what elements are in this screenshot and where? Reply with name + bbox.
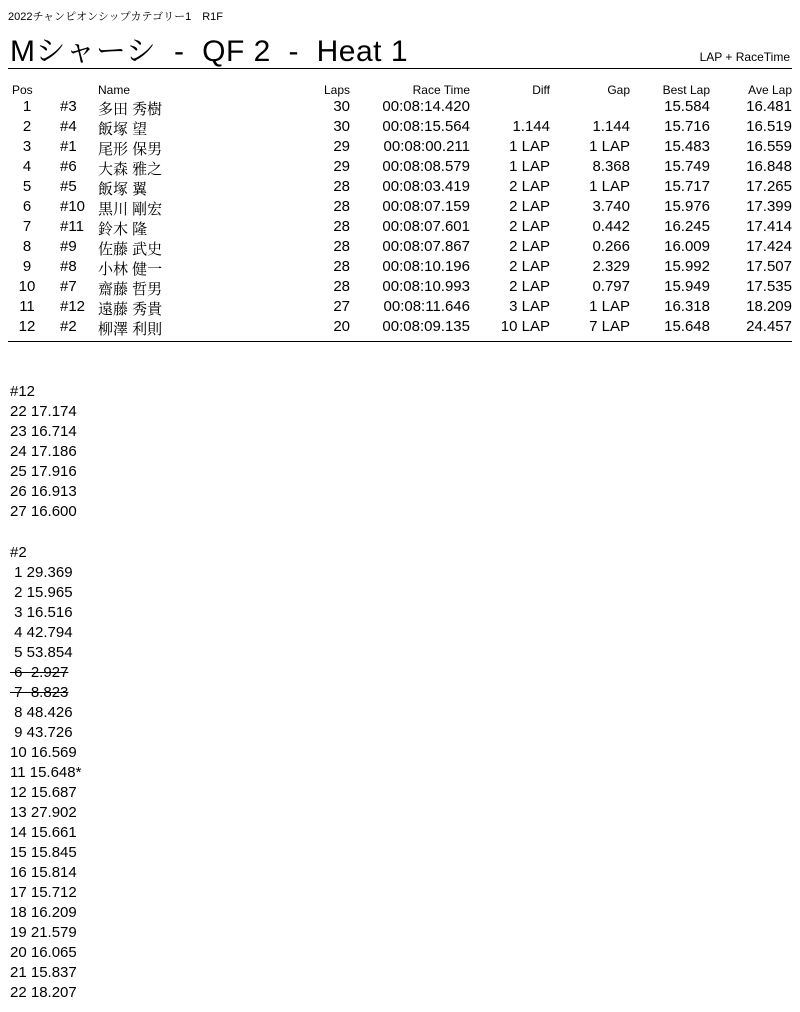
cell-car-number: #7 (60, 278, 77, 295)
cell-driver-name: 黒川 剛宏 (98, 201, 163, 218)
lap-time-entry: 13 27.902 (10, 804, 77, 821)
cell-best-lap: 16.009 (664, 238, 710, 255)
table-row (0, 117, 800, 137)
cell-pos: 10 (18, 278, 36, 295)
cell-best-lap: 15.483 (664, 138, 710, 155)
cell-race-time: 00:08:03.419 (382, 178, 470, 195)
cell-race-time: 00:08:10.196 (382, 258, 470, 275)
cell-race-time: 00:08:09.135 (382, 318, 470, 335)
cell-ave-lap: 24.457 (746, 318, 792, 335)
cell-race-time: 00:08:07.867 (382, 238, 470, 255)
cell-driver-name: 大森 雅之 (98, 161, 163, 178)
col-header-pos: Pos (12, 83, 33, 97)
cell-laps: 28 (333, 178, 350, 195)
lap-time-entry: 21 15.837 (10, 964, 77, 981)
cell-race-time: 00:08:14.420 (382, 98, 470, 115)
lap-time-entry: 14 15.661 (10, 824, 77, 841)
col-header-name: Name (98, 83, 131, 97)
cell-race-time: 00:08:07.159 (382, 198, 470, 215)
lap-time-entry: 11 15.648* (10, 764, 82, 781)
cell-car-number: #12 (60, 298, 86, 315)
cell-driver-name: 多田 秀樹 (98, 101, 163, 118)
results-divider (8, 341, 792, 342)
lap-time-entry: 27 16.600 (10, 503, 77, 520)
cell-pos: 2 (22, 118, 32, 135)
cell-ave-lap: 17.424 (746, 238, 792, 255)
cell-diff: 2 LAP (509, 178, 550, 195)
cell-gap: 1 LAP (589, 178, 630, 195)
cell-ave-lap: 18.209 (746, 298, 792, 315)
col-header-ave-lap: Ave Lap (748, 83, 792, 97)
cell-driver-name: 尾形 保男 (98, 141, 163, 158)
lap-time-entry: 26 16.913 (10, 483, 77, 500)
cell-car-number: #3 (60, 98, 77, 115)
cell-driver-name: 飯塚 望 (98, 121, 148, 138)
table-row (0, 137, 800, 157)
lap-time-entry: 19 21.579 (10, 924, 77, 941)
results-table (0, 97, 800, 337)
col-header-laps: Laps (323, 83, 350, 97)
lap-time-entry: 22 17.174 (10, 403, 77, 420)
cell-car-number: #2 (60, 318, 77, 335)
cell-laps: 28 (333, 238, 350, 255)
cell-pos: 5 (22, 178, 32, 195)
table-row (0, 97, 800, 117)
col-header-diff: Diff (532, 83, 550, 97)
table-row (0, 297, 800, 317)
cell-car-number: #4 (60, 118, 77, 135)
report-mode-label: LAP + RaceTime (699, 50, 790, 64)
cell-laps: 28 (333, 218, 350, 235)
cell-gap: 0.266 (592, 238, 630, 255)
cell-driver-name: 佐藤 武史 (98, 241, 163, 258)
cell-diff: 2 LAP (509, 278, 550, 295)
cell-pos: 7 (22, 218, 32, 235)
lap-time-entry: 7 8.823 (10, 684, 69, 701)
table-row (0, 277, 800, 297)
cell-best-lap: 15.976 (664, 198, 710, 215)
cell-pos: 9 (22, 258, 32, 275)
cell-ave-lap: 16.481 (746, 98, 792, 115)
cell-ave-lap: 17.265 (746, 178, 792, 195)
table-row (0, 197, 800, 217)
cell-best-lap: 15.584 (664, 98, 710, 115)
cell-laps: 28 (333, 258, 350, 275)
cell-gap: 1 LAP (589, 298, 630, 315)
cell-laps: 30 (333, 98, 350, 115)
cell-ave-lap: 17.399 (746, 198, 792, 215)
cell-gap: 2.329 (592, 258, 630, 275)
table-row (0, 237, 800, 257)
cell-best-lap: 16.245 (664, 218, 710, 235)
cell-driver-name: 小林 健一 (98, 261, 163, 278)
lap-time-entry: 1 29.369 (10, 564, 73, 581)
cell-pos: 12 (18, 318, 36, 335)
lap-time-entry: 6 2.927 (10, 664, 69, 681)
cell-pos: 4 (22, 158, 32, 175)
lap-block-car-label: #2 (10, 544, 27, 561)
cell-laps: 29 (333, 138, 350, 155)
cell-laps: 27 (333, 298, 350, 315)
cell-pos: 6 (22, 198, 32, 215)
cell-diff: 2 LAP (509, 218, 550, 235)
lap-time-entry: 17 15.712 (10, 884, 77, 901)
cell-driver-name: 柳澤 利則 (98, 321, 163, 338)
cell-laps: 30 (333, 118, 350, 135)
table-row (0, 217, 800, 237)
cell-best-lap: 15.716 (664, 118, 710, 135)
cell-diff: 1 LAP (509, 138, 550, 155)
cell-race-time: 00:08:11.646 (383, 298, 470, 315)
cell-best-lap: 15.749 (664, 158, 710, 175)
table-row (0, 157, 800, 177)
cell-car-number: #1 (60, 138, 77, 155)
table-row (0, 257, 800, 277)
lap-time-entry: 18 16.209 (10, 904, 77, 921)
col-header-gap: Gap (607, 83, 630, 97)
lap-time-entry: 12 15.687 (10, 784, 77, 801)
cell-best-lap: 15.992 (664, 258, 710, 275)
cell-race-time: 00:08:08.579 (382, 158, 470, 175)
cell-diff: 1 LAP (509, 158, 550, 175)
cell-gap: 1 LAP (589, 138, 630, 155)
cell-pos: 1 (22, 98, 32, 115)
cell-driver-name: 遠藤 秀貴 (98, 301, 163, 318)
header-divider (8, 68, 792, 69)
col-header-best-lap: Best Lap (662, 83, 710, 97)
lap-time-entry: 25 17.916 (10, 463, 77, 480)
cell-best-lap: 15.949 (664, 278, 710, 295)
cell-diff: 2 LAP (509, 238, 550, 255)
lap-time-entry: 3 16.516 (10, 604, 73, 621)
lap-time-entry: 2 15.965 (10, 584, 73, 601)
cell-best-lap: 15.648 (664, 318, 710, 335)
cell-car-number: #6 (60, 158, 77, 175)
report-subtitle: 2022チャンピオンシップカテゴリー1 R1F (8, 11, 223, 23)
cell-car-number: #11 (60, 218, 84, 235)
cell-diff: 10 LAP (500, 318, 550, 335)
cell-car-number: #10 (60, 198, 86, 215)
cell-diff: 3 LAP (509, 298, 550, 315)
cell-laps: 28 (333, 278, 350, 295)
cell-diff: 2 LAP (509, 198, 550, 215)
cell-pos: 11 (19, 298, 35, 315)
cell-car-number: #9 (60, 238, 77, 255)
lap-time-entry: 22 18.207 (10, 984, 77, 1001)
cell-diff: 1.144 (512, 118, 550, 135)
cell-ave-lap: 17.414 (746, 218, 792, 235)
lap-time-entry: 20 16.065 (10, 944, 77, 961)
cell-driver-name: 鈴木 隆 (98, 221, 148, 238)
cell-race-time: 00:08:10.993 (382, 278, 470, 295)
cell-diff: 2 LAP (509, 258, 550, 275)
cell-laps: 20 (333, 318, 350, 335)
lap-block-car2 (10, 543, 81, 1003)
table-row (0, 317, 800, 337)
lap-block-car12 (10, 382, 77, 522)
lap-time-entry: 9 43.726 (10, 724, 73, 741)
cell-best-lap: 15.717 (664, 178, 710, 195)
cell-gap: 7 LAP (589, 318, 630, 335)
lap-time-entry: 8 48.426 (10, 704, 73, 721)
lap-time-entry: 4 42.794 (10, 624, 73, 641)
lap-time-entry: 23 16.714 (10, 423, 77, 440)
cell-gap: 3.740 (592, 198, 630, 215)
cell-gap: 1.144 (592, 118, 630, 135)
cell-driver-name: 齋藤 哲男 (98, 281, 163, 298)
lap-time-entry: 10 16.569 (10, 744, 77, 761)
cell-laps: 29 (333, 158, 350, 175)
cell-ave-lap: 16.519 (746, 118, 792, 135)
cell-gap: 0.442 (592, 218, 630, 235)
results-table-header (0, 83, 800, 97)
lap-time-entry: 16 15.814 (10, 864, 77, 881)
cell-laps: 28 (333, 198, 350, 215)
cell-ave-lap: 17.535 (746, 278, 792, 295)
cell-ave-lap: 16.848 (746, 158, 792, 175)
cell-driver-name: 飯塚 翼 (98, 181, 148, 198)
cell-car-number: #5 (60, 178, 77, 195)
lap-time-entry: 5 53.854 (10, 644, 73, 661)
cell-race-time: 00:08:07.601 (382, 218, 470, 235)
cell-car-number: #8 (60, 258, 77, 275)
cell-best-lap: 16.318 (664, 298, 710, 315)
cell-gap: 8.368 (592, 158, 630, 175)
cell-ave-lap: 17.507 (746, 258, 792, 275)
cell-pos: 3 (22, 138, 32, 155)
cell-pos: 8 (22, 238, 32, 255)
lap-time-entry: 15 15.845 (10, 844, 77, 861)
page-title: Mシャーシ - QF 2 - Heat 1 (10, 35, 409, 68)
cell-race-time: 00:08:15.564 (382, 118, 470, 135)
cell-ave-lap: 16.559 (746, 138, 792, 155)
table-row (0, 177, 800, 197)
cell-race-time: 00:08:00.211 (383, 138, 470, 155)
lap-block-car-label: #12 (10, 383, 36, 400)
lap-time-entry: 24 17.186 (10, 443, 77, 460)
col-header-race-time: Race Time (412, 83, 470, 97)
cell-gap: 0.797 (592, 278, 630, 295)
